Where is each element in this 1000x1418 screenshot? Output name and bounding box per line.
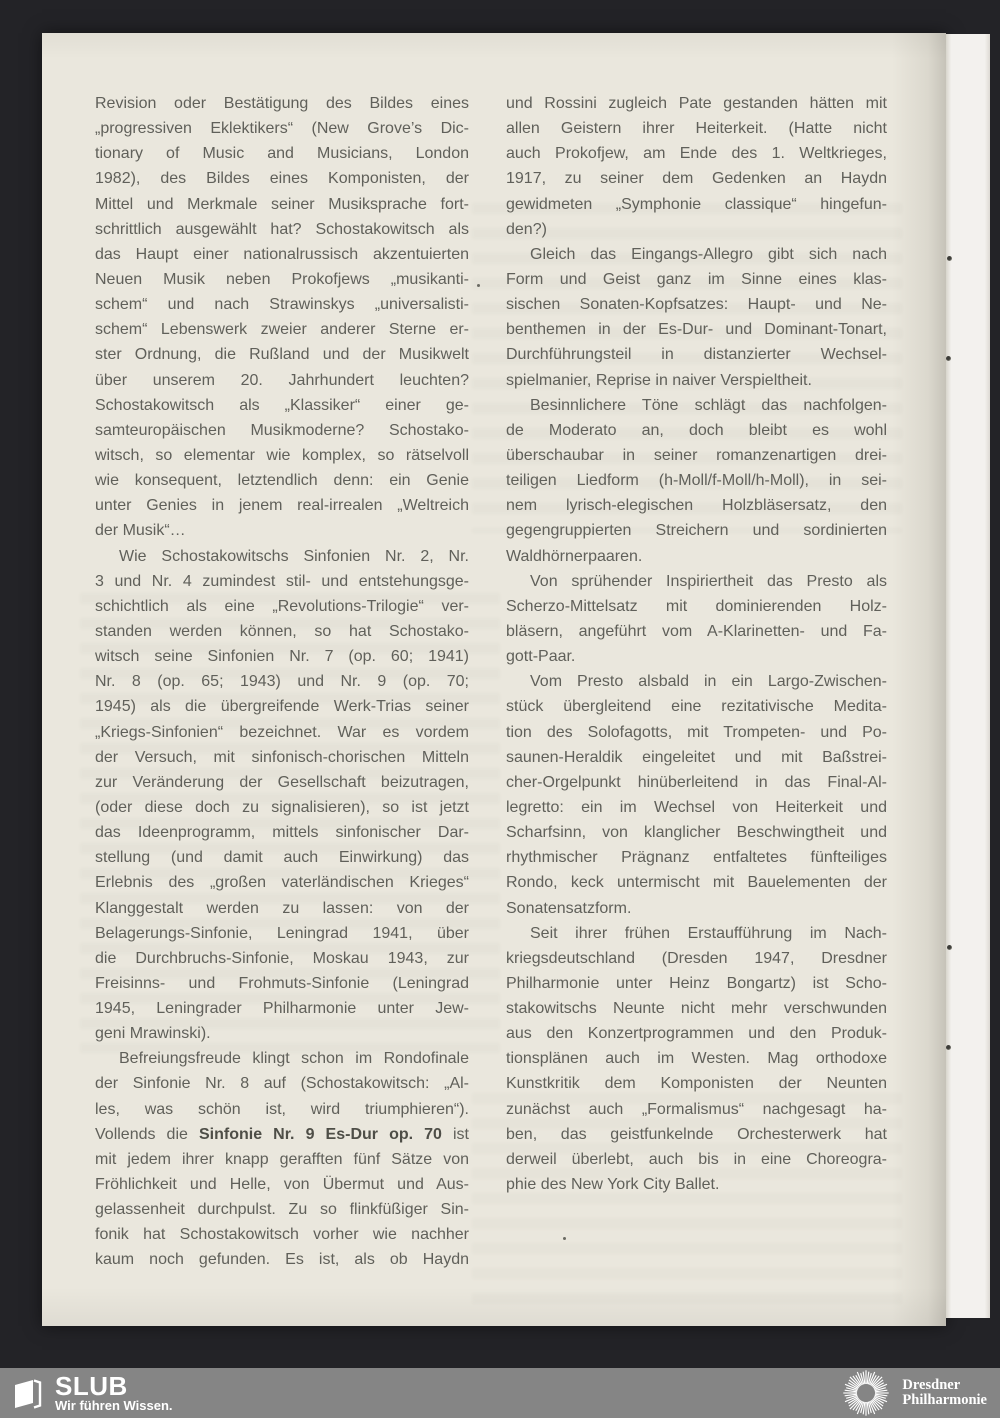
- staple-mark: [947, 945, 952, 950]
- text-line: sischen Sonaten-Kopfsatzes: Haupt- und Ne-: [506, 296, 887, 314]
- text-line: allen Geistern ihrer Heiterkeit. (Hatte nicht: [506, 120, 887, 138]
- text-line: Wie Schostakowitschs Sinfonien Nr. 2, Nr.: [119, 547, 469, 565]
- text-line: Befreiungsfreude klingt schon im Rondofinale: [119, 1050, 469, 1068]
- text-line: standen werden können, so hat Schostako-: [95, 622, 469, 640]
- text-line: schem“ und nach Strawinskys „universalisti-: [95, 296, 469, 314]
- text-line: Mittel und Merkmale seiner Musiksprache fort-: [95, 195, 469, 213]
- slub-tagline: Wir führen Wissen.: [55, 1397, 173, 1413]
- text-line: phie des New York City Ballet.: [506, 1176, 720, 1194]
- text-line: tionary of Music and Musicians, London: [95, 145, 469, 163]
- text-line: der Versuch, mit sinfonisch-chorischen Mitteln: [95, 748, 469, 766]
- text-line: kriegsdeutschland (Dresden 1947, Dresdner: [506, 949, 887, 967]
- dresdner-philharmonie-logo[interactable]: [842, 1369, 987, 1417]
- staple-mark: [946, 1045, 951, 1050]
- text-line: „Kriegs-Sinfonien“ bezeichnet. War es vordem: [95, 723, 469, 741]
- text-line: zunächst auch „Formalismus“ nachgesagt ha-: [506, 1100, 887, 1118]
- text-line: und Rossini zugleich Pate gestanden hätten mit: [506, 95, 887, 112]
- text-line: „progressiven Eklektikers“ (New Grove’s Dic-: [95, 120, 469, 138]
- text-line: kaum noch gefunden. Es ist, als ob Haydn: [95, 1251, 469, 1269]
- text-line: Scherzo-Mittelsatz mit dominierenden Holz-: [506, 597, 887, 615]
- text-line: tion des Solofagotts, mit Trompeten- und Po-: [506, 723, 887, 741]
- text-line: stück übergleitend eine rezitativische Medita-: [506, 698, 887, 716]
- text-line: Sonatensatzform.: [506, 899, 632, 917]
- text-line: saunen-Heraldik eingeleitet und mit Baßstrei-: [506, 748, 887, 766]
- text-line: Scharfsinn, von klanglicher Beschwingtheit und: [506, 824, 887, 842]
- scanned-page[interactable]: [42, 33, 946, 1326]
- text-line: über unserem 20. Jahrhundert leuchten?: [95, 371, 469, 389]
- text-line: gelassenheit durchpulst. Zu so flinkfüßiger Sin-: [95, 1201, 469, 1219]
- text-line: cher-Orgelpunkt hinüberleitend in das Final-Al-: [506, 773, 887, 791]
- text-line: 3 und Nr. 4 zumindest stil- und entstehungsge-: [95, 572, 469, 590]
- text-line: legretto: ein im Wechsel von Heiterkeit und: [506, 798, 887, 816]
- print-speck: [477, 284, 480, 287]
- text-line: Besinnlichere Töne schlägt das nachfolgen-: [530, 396, 887, 414]
- viewer-footer: [0, 1368, 1000, 1418]
- text-line: geni Mrawinski).: [95, 1025, 211, 1043]
- text-line: fonik hat Schostakowitsch vorher wie nachher: [95, 1226, 469, 1244]
- text-line: wie konsequent, letztendlich denn: ein Genie: [95, 472, 469, 490]
- text-line: Fröhlichkeit und Helle, von Übermut und Aus-: [95, 1176, 469, 1194]
- text-line: teiligen Liedform (h-Moll/f-Moll/h-Moll), in sei-: [506, 472, 887, 490]
- text-line: witsch, so elementar wie komplex, so rätselvoll: [95, 446, 469, 464]
- text-line: ster Ordnung, die Rußland und der Musikwelt: [95, 346, 469, 364]
- text-line: das Ideenprogramm, mittels sinfonischer Dar-: [95, 824, 469, 842]
- text-line: tionsplänen auch im Westen. Mag orthodoxe: [506, 1050, 887, 1068]
- text-line: spielmanier, Reprise in naiver Verspieltheit.: [506, 371, 812, 389]
- text-line: Belagerungs-Sinfonie, Leningrad 1941, über: [95, 924, 469, 942]
- text-line: derweil überlebt, auch bis in eine Choreogra-: [506, 1150, 887, 1168]
- slub-wordmark: SLUB: [55, 1370, 128, 1401]
- text-line: schichtlich als eine „Revolutions-Trilogie“ ver-: [95, 597, 469, 615]
- text-line: Form und Geist ganz im Sinne eines klas-: [506, 270, 887, 288]
- print-speck: [563, 1237, 566, 1240]
- text-line: les, was schön ist, wird triumphieren“).: [95, 1100, 469, 1118]
- text-line: überschaubar in seiner romanzenartigen drei-: [506, 446, 887, 464]
- text-line: gewidmeten „Symphonie classique“ hingefun-: [506, 195, 887, 213]
- text-line: samteuropäischen Musikmoderne? Schostako-: [95, 421, 469, 439]
- text-line: den?): [506, 220, 547, 238]
- text-line: nem lyrisch-elegischen Holzbläsersatz, den: [506, 497, 887, 515]
- dresdner-philharmonie-name: Dresdner Philharmonie: [902, 1376, 987, 1408]
- text-line: Gleich das Eingangs-Allegro gibt sich nach: [530, 245, 887, 263]
- text-line: Klanggestalt werden zu lassen: von der: [95, 899, 469, 917]
- text-line: Vom Presto alsbald in ein Largo-Zwischen-: [530, 673, 887, 691]
- text-line: Revision oder Bestätigung des Bildes eines: [95, 95, 469, 112]
- text-line: Kunstkritik dem Komponisten der Neunten: [506, 1075, 887, 1093]
- text-line: das Haupt einer nationalrussisch akzentuierten: [95, 245, 469, 263]
- text-line: rhythmischer Prägnanz entfaltetes fünfteiliges: [506, 849, 887, 867]
- text-line: witsch seine Sinfonien Nr. 7 (op. 60; 1941): [95, 648, 469, 666]
- text-line: Freisinns- und Frohmuts-Sinfonie (Leningrad: [95, 974, 469, 992]
- text-line: die Durchbruchs-Sinfonie, Moskau 1943, zur: [95, 949, 469, 967]
- text-line: auch Prokofjew, am Ende des 1. Weltkrieges,: [506, 145, 887, 163]
- text-line: schrittlich ausgewählt hat? Schostakowitsch als: [95, 220, 469, 238]
- text-line: zur Veränderung der Gesellschaft beizutragen,: [95, 773, 469, 791]
- text-line: gegengruppierten Streichern und sordinierten: [506, 522, 887, 540]
- text-line: gott-Paar.: [506, 648, 576, 666]
- text-line: Rondo, keck untermischt mit Bauelementen der: [506, 874, 887, 892]
- next-page-edge: [946, 34, 990, 1318]
- text-line: schem“ Lebenswerk zweier anderer Sterne er-: [95, 321, 469, 339]
- text-line: stakowitschs Neunte nicht mehr verschwunden: [506, 1000, 887, 1018]
- text-line: Erlebnis des „großen vaterländischen Krieges“: [95, 874, 469, 892]
- text-line: unter Genies in jenem real-irrealen „Weltreich: [95, 497, 469, 515]
- text-line: de Moderato an, doch bleibt es wohl: [506, 421, 887, 439]
- text-line: 1945) als die übergreifende Werk-Trias seiner: [95, 698, 469, 716]
- text-line: 1945, Leningrader Philharmonie unter Jew-: [95, 1000, 469, 1018]
- text-line: Philharmonie unter Heinz Bongartz) ist Scho-: [506, 974, 887, 992]
- text-line: 1982), des Bildes eines Komponisten, der: [95, 170, 469, 188]
- text-line: bläsern, angeführt vom A-Klarinetten- und Fa-: [506, 622, 887, 640]
- text-line: der Sinfonie Nr. 8 auf (Schostakowitsch: „Al-: [95, 1075, 469, 1093]
- text-line: Waldhörnerpaaren.: [506, 547, 643, 565]
- slub-book-icon: [13, 1377, 43, 1409]
- text-column-right: [506, 91, 887, 1197]
- text-line: Neuen Musik neben Prokofjews „musikanti-: [95, 270, 469, 288]
- text-line: stellung (und damit auch Einwirkung) das: [95, 849, 469, 867]
- text-line: 1917, zu seiner dem Gedenken an Haydn: [506, 170, 887, 188]
- text-line: Von sprühender Inspiriertheit das Presto als: [530, 572, 887, 590]
- text-line: mit jedem ihrer knapp gerafften fünf Sätze von: [95, 1150, 469, 1168]
- text-line: (oder diese doch zu signalisieren), so ist jetzt: [95, 798, 469, 816]
- text-line: Durchführungsteil in distanzierter Wechsel-: [506, 346, 887, 364]
- staple-mark: [946, 356, 951, 361]
- slub-logo[interactable]: [13, 1370, 173, 1413]
- text-line: der Musik“…: [95, 522, 186, 540]
- text-line: Nr. 8 (op. 65; 1943) und Nr. 9 (op. 70;: [95, 673, 469, 691]
- text-line: aus den Konzertprogrammen und den Produk-: [506, 1025, 887, 1043]
- text-line: Vollends die Sinfonie Nr. 9 Es-Dur op. 70 ist: [95, 1125, 469, 1143]
- text-line: benthemen in der Es-Dur- und Dominant-Tonart,: [506, 321, 887, 339]
- staple-mark: [947, 256, 952, 261]
- text-line: Seit ihrer frühen Erstaufführung im Nach-: [530, 924, 887, 942]
- starburst-icon: [842, 1369, 890, 1417]
- text-column-left: [95, 91, 469, 1273]
- text-line: ben, das geistfunkelnde Orchesterwerk hat: [506, 1125, 887, 1143]
- text-line: Schostakowitsch als „Klassiker“ einer ge-: [95, 396, 469, 414]
